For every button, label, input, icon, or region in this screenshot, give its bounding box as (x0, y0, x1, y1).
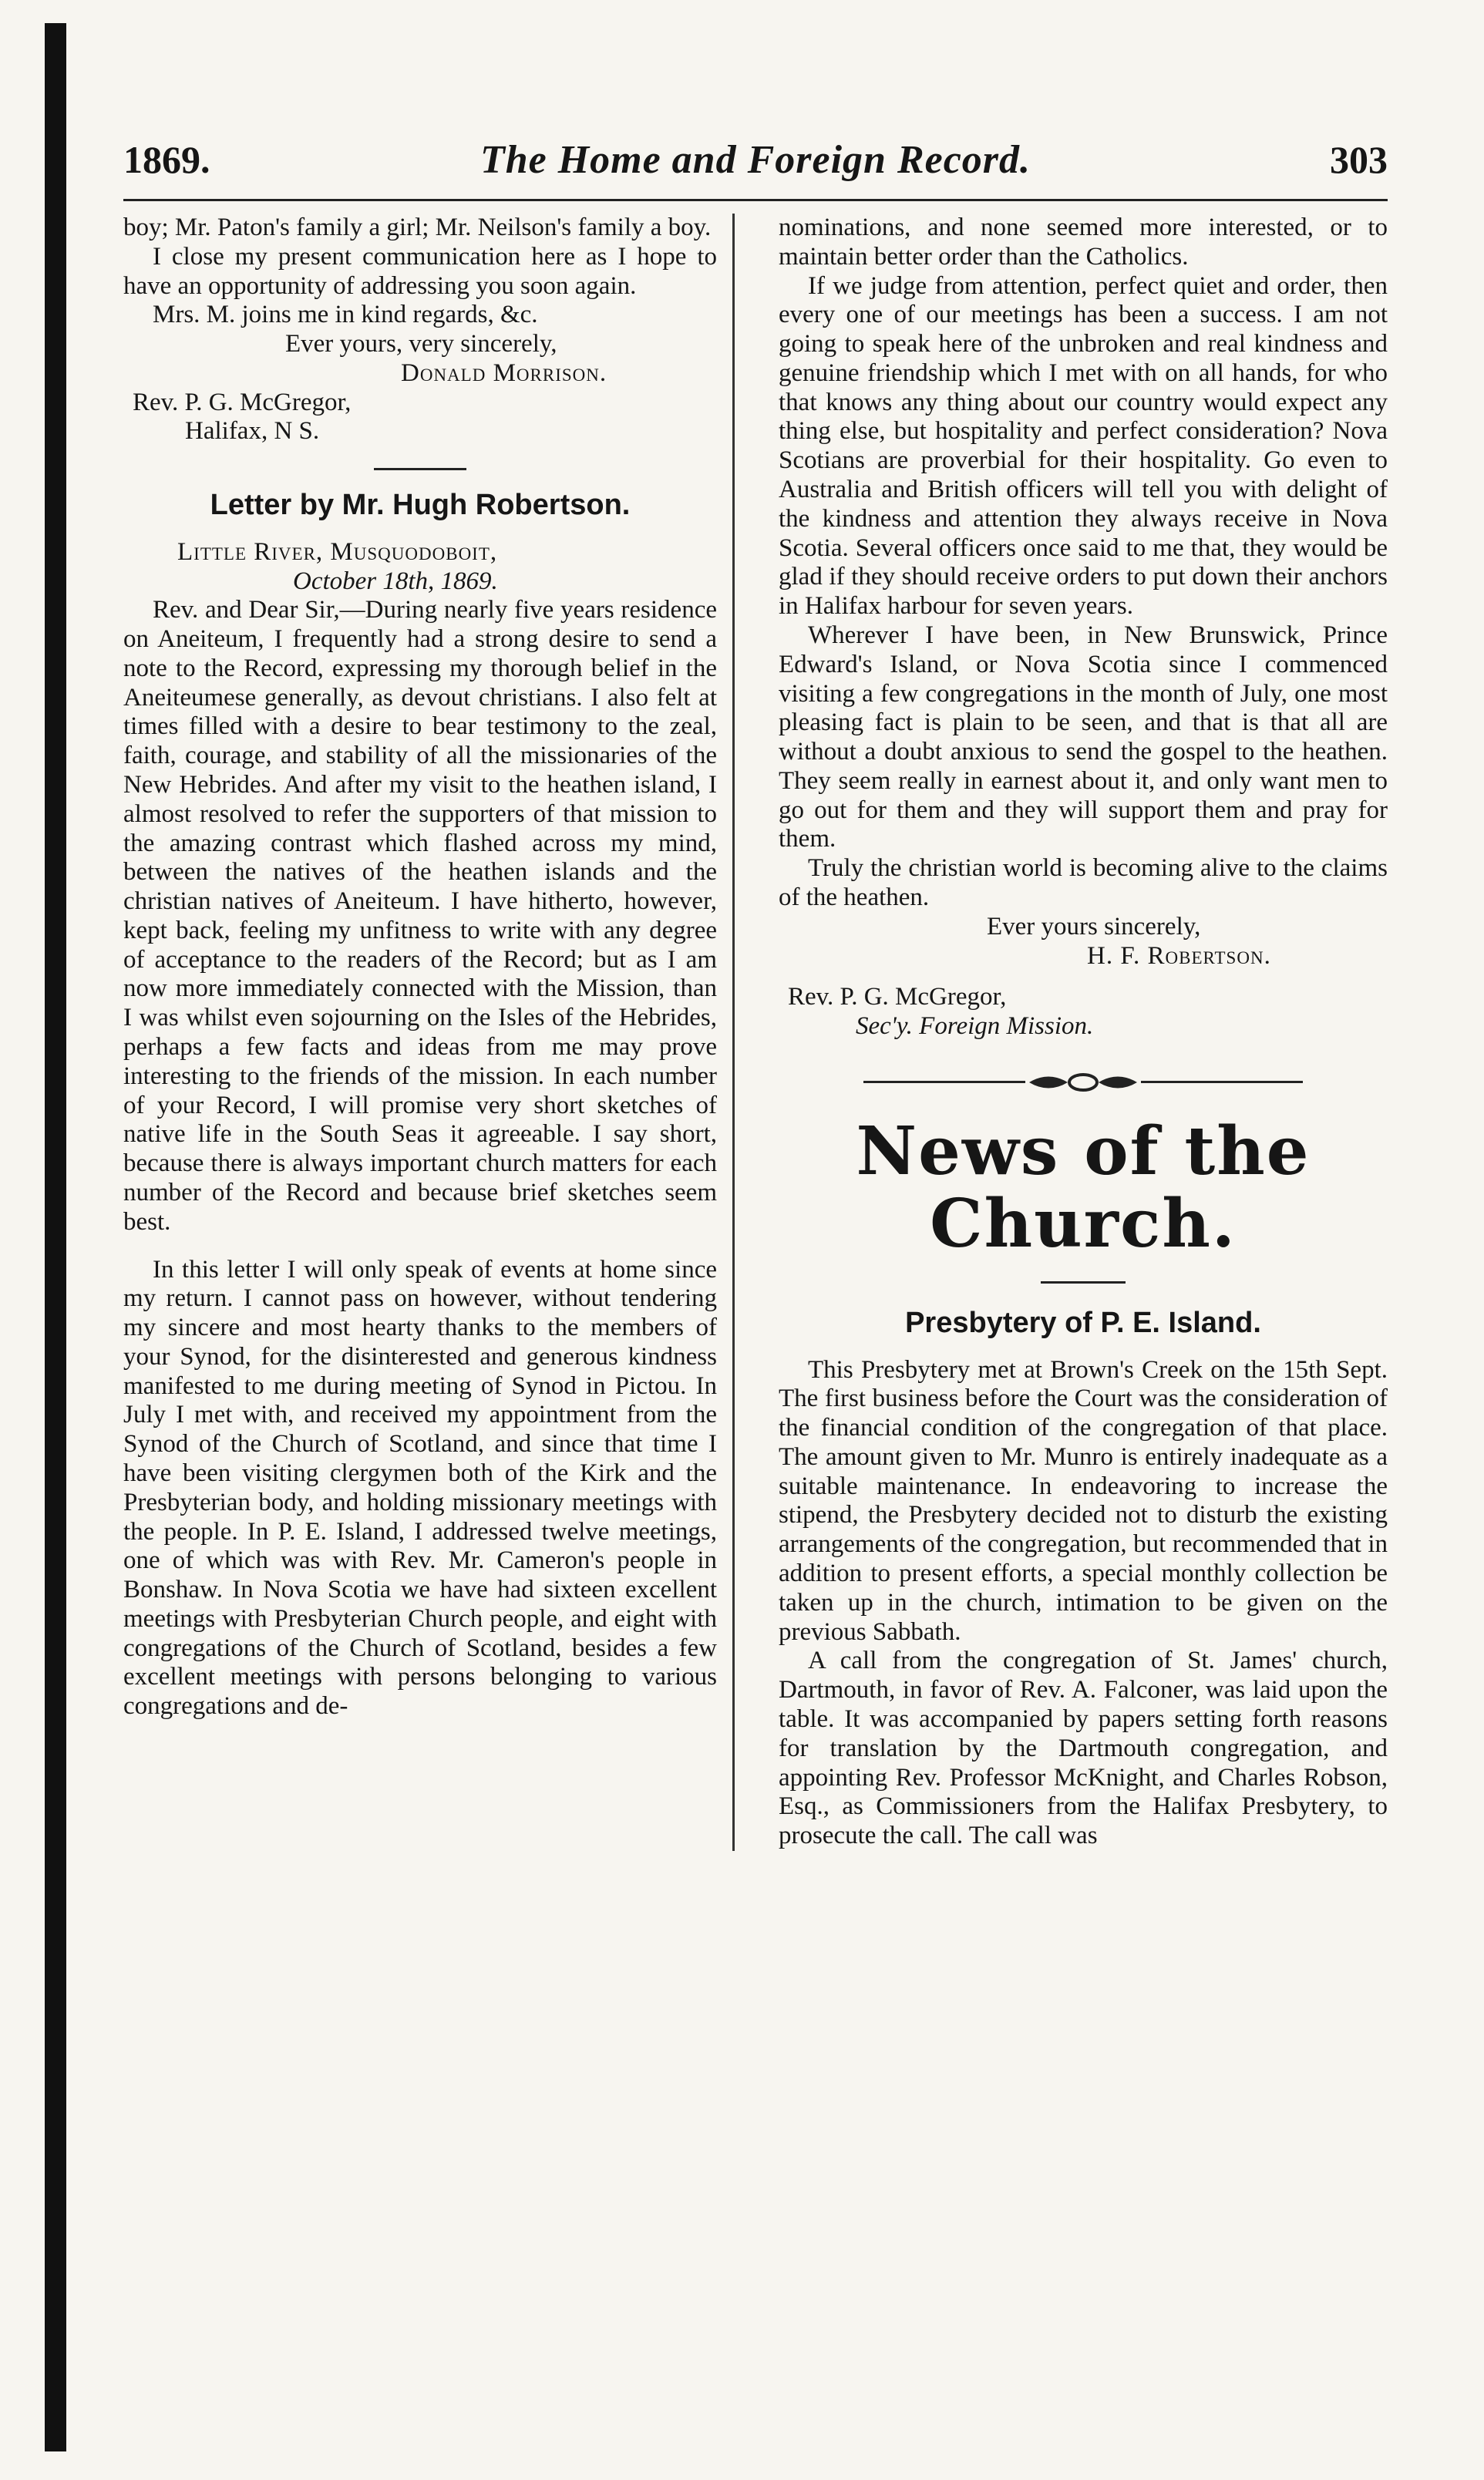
valediction: Ever yours, very sincerely, (285, 330, 557, 358)
addressee-name: Rev. P. G. McGregor, (133, 388, 352, 416)
section-title: News of the Church. (856, 1112, 1311, 1264)
letter-dateline (123, 538, 717, 597)
letter-paragraph: If we judge from attention, perfect quiet and order, then every one of our meetings has been a success. I am not going to speak here of the unbroken and real kindness and genuine friendship which I met with on all hands, for who that knows any thing about our country would expect any thing else, but hospitality and perfect consideration? Nova Scotians are proverbial for their hospitality. Go even to Australia and British officers will tell you with delight of the kindness and attention they always receive in Nova Scotia. Several officers once said to me that, they would be glad if they should receive orders to put down their anchors in Halifax harbour for seven years. (779, 271, 1388, 621)
header-year: 1869. (123, 138, 210, 181)
letter-paragraph: Truly the christian world is becoming alive to the claims of the heathen. (779, 854, 1388, 911)
header-title: The Home and Foreign Record. (480, 138, 1031, 182)
letter-paragraph: In this letter I will only speak of events at home since my return. I cannot pass on however, without tendering my sincere and most hearty thanks to the members of your Synod, for the disinterested and generous kindness manifested to me during meeting of Synod in Pictou. In July I met with, and received my appointment from the Synod of the Church of Scotland, and since that time I have been visiting clergymen both of the Kirk and the Presbyterian body, and holding missionary meetings with the people. In P. E. Island, I addressed twelve meetings, one of which was with Rev. Mr. Cameron's people in Bonshaw. In Nova Scotia we have had sixteen excellent meetings with Presbyterian Church people, and eight with congregations of the Church of Scotland, besides a few excellent meetings with persons belonging to various congregations and de- (123, 1255, 717, 1721)
signature: Donald Morrison. (401, 358, 607, 387)
page-number: 303 (1330, 138, 1388, 181)
news-paragraph: This Presbytery met at Brown's Creek on the 15th Sept. The first business before the Court was the consideration of the financial condition of the congregation of that place. The amount given to Mr. Munro is entirely inadequate as a suitable maintenance. In endeavoring to increase the stipend, the Presbytery decided not to disturb the existing arrangements of the congregation, but recommended that in addition to present efforts, a special monthly collection be taken up in the church, intimation to be given on the previous Sabbath. (779, 1355, 1388, 1646)
letter-heading: Letter by Mr. Hugh Robertson. (210, 489, 631, 522)
left-column (123, 214, 735, 1851)
signature: H. F. Robertson. (1087, 941, 1271, 970)
dateline-date: October 18th, 1869. (293, 567, 498, 595)
header-rule (123, 199, 1388, 201)
section-divider (374, 468, 466, 470)
closing-paragraph: I close my present communication here as I hope to have an opportunity of addressing you soon again. (123, 242, 717, 300)
sub-heading: Presbytery of P. E. Island. (905, 1307, 1261, 1340)
continued-paragraph: boy; Mr. Paton's family a girl; Mr. Neilson's family a boy. (123, 214, 712, 241)
ornamental-divider (779, 1069, 1388, 1095)
regards-line: Mrs. M. joins me in kind regards, &c. (153, 301, 538, 329)
running-head (123, 137, 1388, 193)
ornament-icon (1025, 1069, 1141, 1095)
addressee-name: Rev. P. G. McGregor, (788, 983, 1007, 1011)
letter-paragraph: Rev. and Dear Sir,—During nearly five years residence on Aneiteum, I frequently had a strong desire to send a note to the Record, expressing my thorough belief in the Aneiteumese generally, as devout christians. I also felt at times filled with a desire to bear testimony to the zeal, faith, courage, and stability of all the missionaries of the New Hebrides. And after my visit to the heathen island, I almost resolved to refer the supporters of that mission to the amazing contrast which flashed across my mind, between the natives of the heathen islands and the christian natives of Aneiteum. I have hitherto, however, kept back, feeling my unfitness to write with any degree of acceptance to the readers of the Record; but as I am now more immediately connected with the Mission, than I was whilst even sojourning on the Isles of the Hebrides, perhaps a few facts and ideas from me may prove interesting to the friends of the mission. In each number of your Record, I will promise very short sketches of native life in the South Seas it agreeable. I say short, because there is always important church matters for each number of the Record and because brief sketches seem best. (123, 596, 717, 1236)
addressee-place: Halifax, N S. (185, 417, 320, 446)
letter-paragraph: Wherever I have been, in New Brunswick, Prince Edward's Island, or Nova Scotia since I commenced visiting a few congregations in the month of July, one most pleasing fact is plain to be seen, and that is that all are without a doubt anxious to send the gospel to the heathen. They seem really in earnest about it, and only want men to go out for them and they will support them and pray for them. (779, 621, 1388, 853)
two-column-body (123, 214, 1388, 1851)
news-paragraph: A call from the congregation of St. James' church, Dartmouth, in favor of Rev. A. Falconer, was laid upon the table. It was accompanied by papers setting forth reasons for translation by the Dartmouth congregation, and appointing Rev. Professor McKnight, and Charles Robson, Esq., as Commissioners from the Halifax Presbytery, to prosecute the call. The call was (779, 1647, 1388, 1850)
scan-margin-bar (45, 23, 66, 2451)
page (123, 137, 1388, 1851)
right-column (779, 214, 1388, 1851)
dateline-place: Little River, Musquodoboit, (177, 537, 498, 566)
section-rule (1041, 1281, 1126, 1284)
addressee-title: Sec'y. Foreign Mission. (856, 1012, 1094, 1041)
continued-paragraph: nominations, and none seemed more interested, or to maintain better order than the Catholics. (779, 214, 1388, 271)
valediction: Ever yours sincerely, (987, 912, 1201, 941)
